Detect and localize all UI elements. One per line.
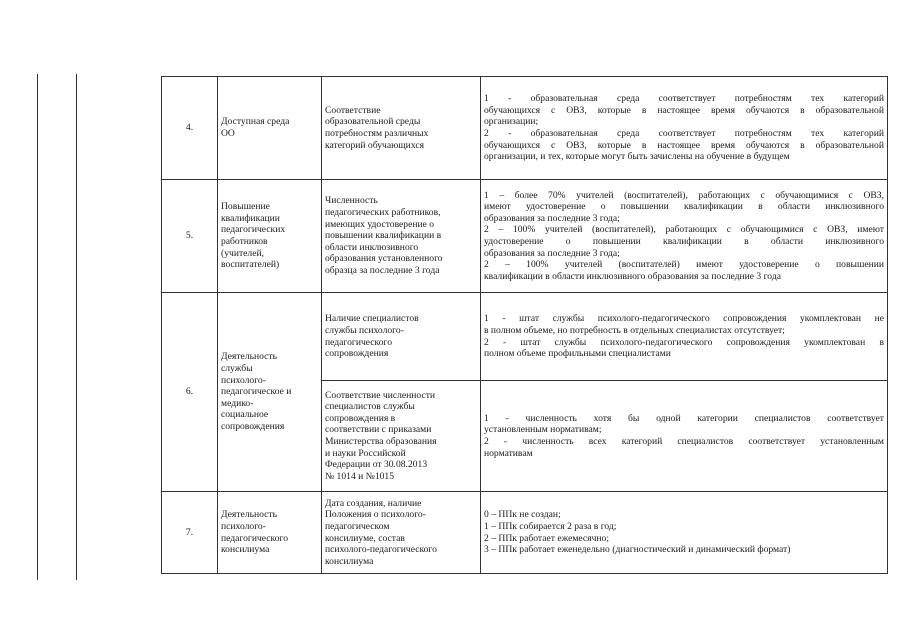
row-indicator: Соответствие численности специалистов службы сопровождения в соответствии с приказами Министерства образования и науки Российской Федерации от 30.08.2013 № 1014 и №1015 <box>322 381 481 492</box>
row-number: 4. <box>162 77 218 180</box>
table-row <box>162 77 888 180</box>
row-name: Повышение квалификации педагогических работников (учителей, воспитателей) <box>218 180 322 293</box>
row-indicator: Соответствие образовательной среды потребностям различных категорий обучающихся <box>322 77 481 180</box>
criteria-table <box>161 76 888 574</box>
row-criteria: 1 – более 70% учителей (воспитателей), работающих с обучающимися с ОВЗ, имеют удостоверение о повышении квалификации в области инклюзивного образования за последние 3 года; 2 – 100% учителей (воспитателей), работающих с обучающимися с ОВЗ, имеют удостоверение о повышении квалификации в области инклюзивного образования за последние 3 года; 2 – 100% учителей (воспитателей) имеют удостоверение о повышении квалификации в области инклюзивного образования за последние 3 года <box>481 180 888 293</box>
row-indicator: Численность педагогических работников, имеющих удостоверение о повышении квалификации в области инклюзивного образования установленного образца за последние 3 года <box>322 180 481 293</box>
row-number: 5. <box>162 180 218 293</box>
row-name: Доступная среда ОО <box>218 77 322 180</box>
table-row <box>162 180 888 293</box>
row-name: Деятельность психолого- педагогического консилиума <box>218 492 322 574</box>
row-criteria: 1 - численность хотя бы одной категории специалистов соответствует установленным нормативам; 2 - численность всех категорий специалистов соответствует установленным нормативам <box>481 381 888 492</box>
margin-line-right <box>76 74 77 580</box>
row-number: 6. <box>162 293 218 492</box>
row-criteria: 1 - образовательная среда соответствует потребностям тех категорий обучающихся с ОВЗ, которые в настоящее время обучаются в образовательной организации; 2 - образовательная среда соответствует потребностям тех категорий обучающихся с ОВЗ, которые в настоящее время обучаются в образовательной организации, и тех, которые могут быть зачислены на обучение в будущем <box>481 77 888 180</box>
row-indicator: Дата создания, наличие Положения о психолого- педагогическом консилиуме, состав психолого-педагогического консилиума <box>322 492 481 574</box>
margin-line-left <box>37 74 38 580</box>
row-criteria: 1 - штат службы психолого-педагогического сопровождения укомплектован не в полном объеме, но потребность в отдельных специалистах отсутствует; 2 - штат службы психолого-педагогического сопровождения укомплектован в полном объеме профильными специалистами <box>481 293 888 381</box>
table-row <box>162 492 888 574</box>
row-name: Деятельность службы психолого- педагогическое и медико- социальное сопровождения <box>218 293 322 492</box>
row-criteria: 0 – ППк не создан; 1 – ППк собирается 2 раза в год; 2 – ППк работает ежемесячно; 3 – ППк работает еженедельно (диагностический и динамический формат) <box>481 492 888 574</box>
row-number: 7. <box>162 492 218 574</box>
row-indicator: Наличие специалистов службы психолого- педагогического сопровождения <box>322 293 481 381</box>
table-row <box>162 293 888 381</box>
